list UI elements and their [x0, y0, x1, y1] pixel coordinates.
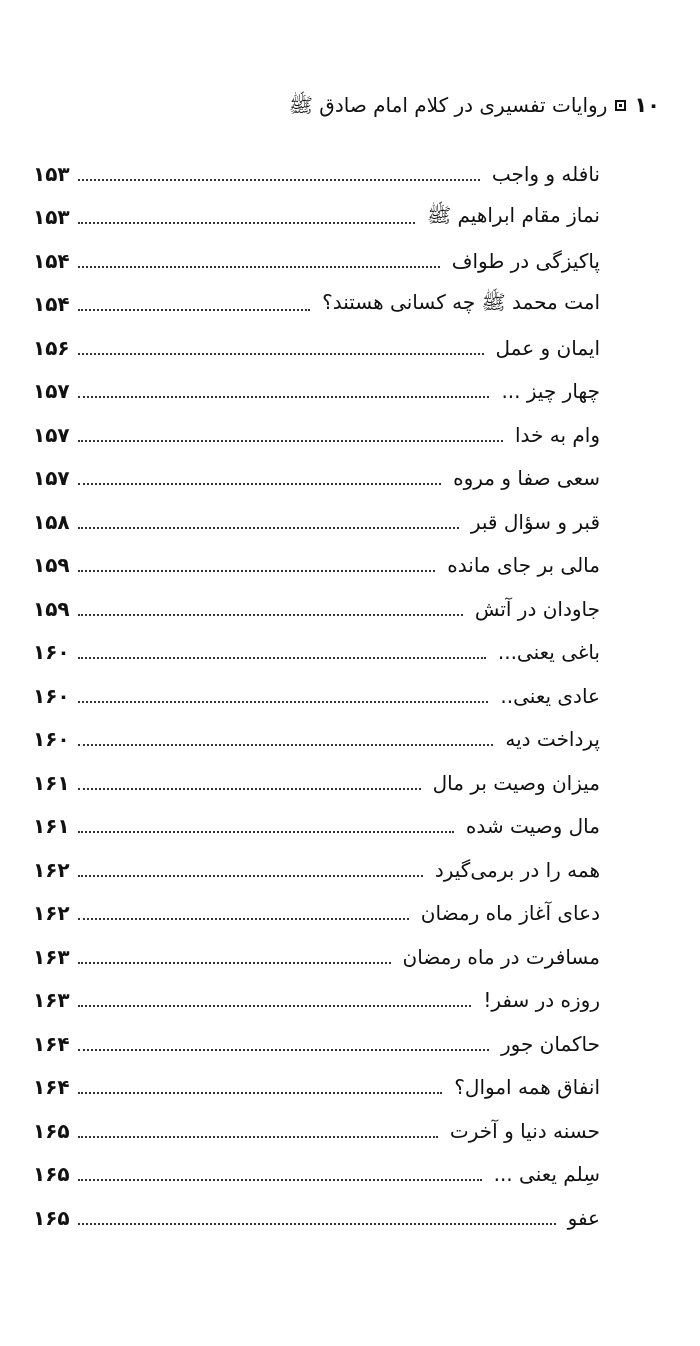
toc-entry-page: ۱۵۸ — [33, 509, 70, 534]
toc-entry-page: ۱۶۴ — [33, 1075, 70, 1100]
toc-entry-page: ۱۶۵ — [33, 1205, 70, 1230]
toc-row — [33, 326, 600, 370]
toc-entry-page: ۱۵۶ — [33, 335, 70, 360]
toc-row — [33, 239, 600, 283]
dot-leader — [78, 614, 463, 616]
toc-row — [33, 500, 600, 544]
toc-entry-title: قبر و سؤال قبر — [470, 509, 600, 534]
dot-leader — [78, 483, 441, 485]
dot-leader — [78, 527, 459, 529]
dot-leader — [78, 918, 409, 920]
toc-entry-page: ۱۶۱ — [33, 814, 70, 839]
toc-entry-page: ۱۶۰ — [33, 727, 70, 752]
toc-entry-page: ۱۶۲ — [33, 857, 70, 882]
toc-row — [33, 457, 600, 501]
toc-entry-title: انفاق همه اموال؟ — [454, 1075, 600, 1100]
toc-entry-page: ۱۵۷ — [33, 466, 70, 491]
toc-entry-page: ۱۵۴ — [33, 248, 70, 273]
toc-entry-title: پاکیزگی در طواف — [451, 248, 600, 273]
toc-row — [33, 283, 600, 327]
dot-leader — [78, 266, 440, 268]
square-bullet-icon — [615, 100, 626, 111]
toc-entry-title: مالی بر جای مانده — [447, 553, 600, 578]
toc-entry-title: مسافرت در ماه رمضان — [402, 944, 600, 969]
dot-leader — [78, 222, 415, 224]
toc-entry-page: ۱۵۳ — [33, 161, 70, 186]
toc-row — [33, 1022, 600, 1066]
toc-row — [33, 805, 600, 849]
toc-row — [33, 674, 600, 718]
toc-entry-page: ۱۶۴ — [33, 1031, 70, 1056]
toc-entry-page: ۱۶۰ — [33, 640, 70, 665]
dot-leader — [78, 657, 486, 659]
header-page-number: ۱۰ — [634, 93, 660, 117]
toc-entry-page: ۱۵۹ — [33, 596, 70, 621]
dot-leader — [78, 1223, 556, 1225]
toc-row — [33, 1196, 600, 1240]
dot-leader — [78, 788, 421, 790]
table-of-contents — [33, 152, 600, 1240]
toc-row — [33, 631, 600, 675]
dot-leader — [78, 1005, 472, 1007]
toc-entry-title: جاودان در آتش — [474, 596, 600, 621]
toc-entry-title: وام به خدا — [514, 422, 600, 447]
toc-entry-title: دعای آغاز ماه رمضان — [420, 901, 600, 926]
toc-entry-title: حاکمان جور — [500, 1031, 600, 1056]
toc-row — [33, 587, 600, 631]
toc-row — [33, 892, 600, 936]
toc-row — [33, 370, 600, 414]
dot-leader — [78, 309, 310, 311]
toc-row — [33, 1066, 600, 1110]
toc-entry-page: ۱۶۱ — [33, 770, 70, 795]
toc-row — [33, 718, 600, 762]
toc-row — [33, 848, 600, 892]
dot-leader — [78, 1179, 482, 1181]
dot-leader — [78, 875, 423, 877]
dot-leader — [78, 962, 391, 964]
toc-entry-title: باغی یعنی... — [497, 640, 600, 665]
toc-row — [33, 1153, 600, 1197]
dot-leader — [78, 396, 490, 398]
toc-entry-page: ۱۶۰ — [33, 683, 70, 708]
toc-entry-page: ۱۶۳ — [33, 988, 70, 1013]
toc-row — [33, 761, 600, 805]
toc-entry-page: ۱۵۷ — [33, 379, 70, 404]
toc-row — [33, 196, 600, 240]
dot-leader — [78, 1092, 443, 1094]
running-header — [289, 90, 660, 120]
toc-entry-page: ۱۶۵ — [33, 1162, 70, 1187]
toc-entry-page: ۱۵۷ — [33, 422, 70, 447]
toc-entry-title: نماز مقام ابراهیم ﷺ — [426, 202, 600, 227]
toc-row — [33, 152, 600, 196]
toc-entry-title: روزه در سفر! — [483, 988, 600, 1013]
toc-row — [33, 979, 600, 1023]
dot-leader — [78, 179, 480, 181]
toc-entry-title: میزان وصیت بر مال — [432, 770, 600, 795]
dot-leader — [78, 353, 484, 355]
dot-leader — [78, 701, 489, 703]
toc-entry-title: امت محمد ﷺ چه کسانی هستند؟ — [322, 289, 600, 314]
toc-entry-title: چهار چیز ... — [501, 379, 600, 404]
header-book-title: روایات تفسیری در کلام امام صادق ﷺ — [288, 93, 608, 117]
toc-row — [33, 544, 600, 588]
dot-leader — [78, 440, 503, 442]
toc-row — [33, 935, 600, 979]
toc-entry-title: ایمان و عمل — [495, 335, 600, 360]
toc-row — [33, 413, 600, 457]
toc-entry-page: ۱۵۳ — [33, 205, 70, 230]
toc-entry-title: عفو — [567, 1205, 600, 1230]
toc-entry-title: نافله و واجب — [491, 161, 600, 186]
dot-leader — [78, 570, 436, 572]
dot-leader — [78, 1049, 489, 1051]
toc-entry-title: عادی یعنی.. — [500, 683, 600, 708]
toc-entry-page: ۱۵۹ — [33, 553, 70, 578]
dot-leader — [78, 744, 494, 746]
toc-entry-title: همه را در برمی‌گیرد — [434, 857, 600, 882]
toc-entry-title: مال وصیت شده — [465, 814, 600, 839]
toc-entry-page: ۱۶۵ — [33, 1118, 70, 1143]
toc-row — [33, 1109, 600, 1153]
toc-entry-page: ۱۵۴ — [33, 292, 70, 317]
toc-entry-title: حسنه دنیا و آخرت — [449, 1118, 600, 1143]
toc-entry-page: ۱۶۳ — [33, 944, 70, 969]
toc-entry-title: سعی صفا و مروه — [453, 466, 600, 491]
toc-entry-title: پرداخت دیه — [505, 727, 600, 752]
toc-entry-page: ۱۶۲ — [33, 901, 70, 926]
dot-leader — [78, 1136, 438, 1138]
toc-entry-title: سِلم یعنی ... — [493, 1162, 600, 1187]
dot-leader — [78, 831, 454, 833]
